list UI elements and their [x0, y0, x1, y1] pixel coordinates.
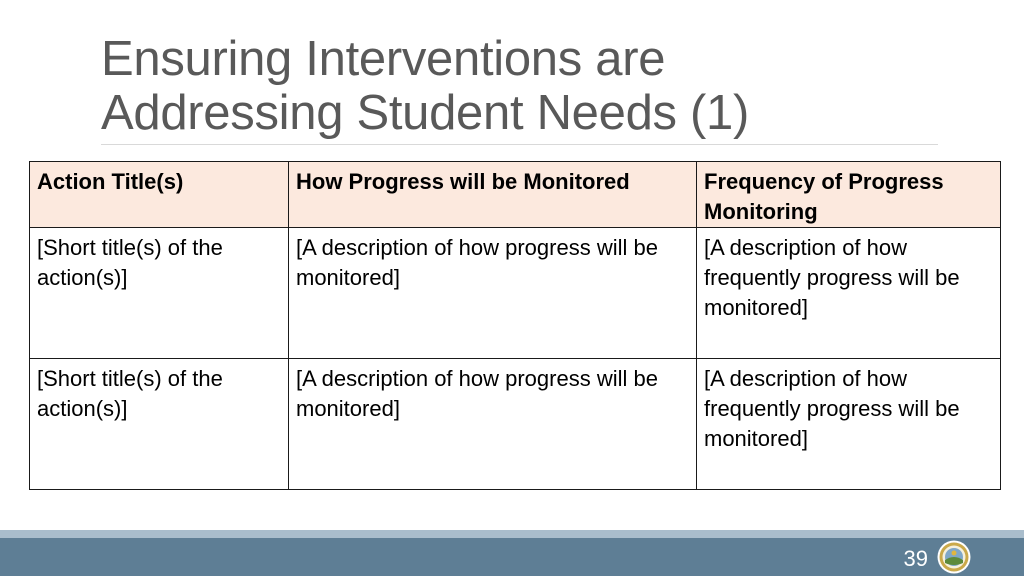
cell-progress-description: [A description of how progress will be monitored]: [289, 359, 697, 490]
state-seal-icon: [937, 540, 971, 574]
cell-action-title: [Short title(s) of the action(s)]: [30, 228, 289, 359]
table-row: [30, 228, 1001, 359]
footer-bar: [0, 538, 1024, 576]
header-action-titles: Action Title(s): [30, 162, 289, 228]
footer-accent-band: [0, 530, 1024, 538]
header-frequency-of-monitoring: Frequency of Progress Monitoring: [697, 162, 1001, 228]
header-how-progress-monitored: How Progress will be Monitored: [289, 162, 697, 228]
cell-frequency-description: [A description of how frequently progress will be monitored]: [697, 228, 1001, 359]
cell-action-title: [Short title(s) of the action(s)]: [30, 359, 289, 490]
cell-progress-description: [A description of how progress will be monitored]: [289, 228, 697, 359]
page-number: 39: [903, 546, 928, 571]
title-divider: [101, 144, 938, 145]
table-header-row: [30, 162, 1001, 228]
progress-monitoring-table: [29, 161, 1001, 490]
slide-title-line-1: Ensuring Interventions are: [101, 32, 666, 86]
table-row: [30, 359, 1001, 490]
cell-frequency-description: [A description of how frequently progress will be monitored]: [697, 359, 1001, 490]
slide-title: [101, 32, 941, 140]
slide-title-line-2: Addressing Student Needs (1): [101, 86, 750, 140]
